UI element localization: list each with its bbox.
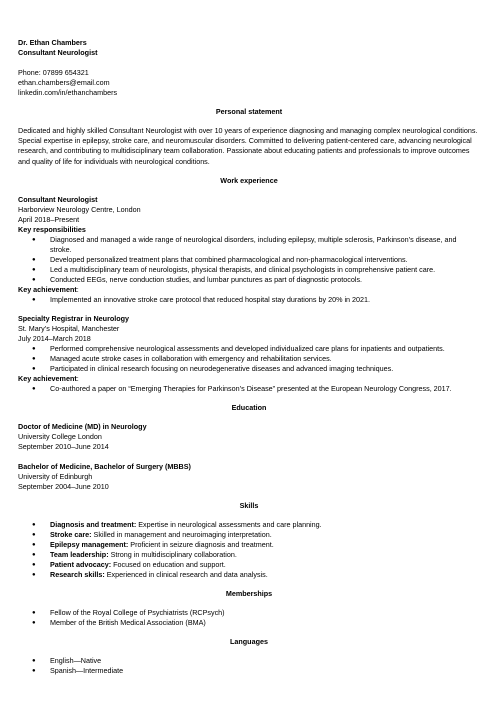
skills-list — [18, 520, 480, 580]
job-employer: St. Mary’s Hospital, Manchester — [18, 323, 120, 333]
list-item: ● Co-authored a paper on “Emerging Therapies for Parkinson’s Disease” presented at the European Neurology Congress, 2017. — [18, 384, 480, 394]
job-dates: April 2018–Present — [18, 214, 80, 224]
linkedin: linkedin.com/in/ethanchambers — [18, 88, 118, 97]
email: ethan.chambers@email.com — [18, 78, 110, 87]
list-item: ● Led a multidisciplinary team of neurologists, physical therapists, and clinical psychologists in comprehensive patient care. — [18, 265, 480, 275]
list-item: ● Spanish—Intermediate — [18, 666, 480, 676]
candidate-title: Consultant Neurologist — [18, 48, 98, 57]
list-item: ● Diagnosed and managed a wide range of neurological disorders, including epilepsy, multiple sclerosis, Parkinson’s disease, and stroke. — [18, 235, 480, 255]
achievement-label: Key achievement: — [18, 373, 79, 383]
job-2 — [18, 314, 480, 394]
education-dates: September 2010–June 2014 — [18, 441, 109, 451]
job-role: Specialty Registrar in Neurology — [18, 313, 130, 323]
school: University College London — [18, 431, 102, 441]
list-item: ● Participated in clinical research focusing on neurodegenerative diseases and advanced imaging techniques. — [18, 364, 480, 374]
skills-heading: Skills — [239, 500, 259, 510]
statement-heading: Personal statement — [215, 107, 283, 116]
job-role: Consultant Neurologist — [18, 194, 98, 204]
list-item: ● Member of the British Medical Association (BMA) — [18, 618, 480, 628]
memberships-list — [18, 608, 480, 628]
education-item — [18, 462, 480, 492]
degree: Bachelor of Medicine, Bachelor of Surgery (MBBS) — [18, 461, 191, 471]
phone: Phone: 07899 654321 — [18, 68, 89, 77]
list-item: ● Conducted EEGs, nerve conduction studies, and lumbar punctures as part of diagnostic protocols. — [18, 275, 480, 285]
languages-heading: Languages — [230, 636, 268, 646]
achievements-list — [18, 295, 480, 305]
list-item: ● Stroke care: Skilled in management and neuroimaging interpretation. — [18, 530, 480, 540]
languages-list — [18, 656, 480, 676]
statement-text: Dedicated and highly skilled Consultant Neurologist with over 10 years of experience diagnosing and managing complex neurological conditions. Special expertise in epilepsy, stroke care, and neuromuscular disorders. Committed to delivering patient-centered care, advancing neurological research, and contributing to multidisciplinary team collaboration. Passionate about educating patients and professionals to improve outcomes and quality of life for individuals with neurological conditions. — [18, 126, 478, 166]
responsibilities-list — [18, 235, 480, 285]
list-item: ● English—Native — [18, 656, 480, 666]
list-item: ● Implemented an innovative stroke care protocol that reduced hospital stay durations by 20% in 2021. — [18, 295, 480, 305]
degree: Doctor of Medicine (MD) in Neurology — [18, 421, 147, 431]
list-item: ● Diagnosis and treatment: Expertise in neurological assessments and care planning. — [18, 520, 480, 530]
contact-block — [18, 38, 480, 98]
responsibilities-label: Key responsibilities — [18, 224, 86, 234]
candidate-name: Dr. Ethan Chambers — [18, 38, 87, 47]
achievement-label: Key achievement: — [18, 284, 79, 294]
responsibilities-list — [18, 344, 480, 374]
job-employer: Harborview Neurology Centre, London — [18, 204, 141, 214]
achievements-list — [18, 384, 480, 394]
list-item: ● Performed comprehensive neurological assessments and developed individualized care plans for inpatients and outpatients. — [18, 344, 480, 354]
list-item: ● Patient advocacy: Focused on education and support. — [18, 560, 480, 570]
job-1 — [18, 195, 480, 305]
list-item: ● Epilepsy management: Proficient in seizure diagnosis and treatment. — [18, 540, 480, 550]
list-item: ● Fellow of the Royal College of Psychiatrists (RCPsych) — [18, 608, 480, 618]
list-item: ● Developed personalized treatment plans that combined pharmacological and non-pharmacological interventions. — [18, 255, 480, 265]
list-item: ● Managed acute stroke cases in collaboration with emergency and rehabilitation services. — [18, 354, 480, 364]
job-dates: July 2014–March 2018 — [18, 333, 91, 343]
list-item: ● Research skills: Experienced in clinical research and data analysis. — [18, 570, 480, 580]
school: University of Edinburgh — [18, 471, 93, 481]
work-heading: Work experience — [220, 175, 278, 185]
education-item — [18, 422, 480, 452]
memberships-heading: Memberships — [225, 588, 273, 598]
education-dates: September 2004–June 2010 — [18, 481, 109, 491]
education-heading: Education — [231, 402, 267, 412]
list-item: ● Team leadership: Strong in multidisciplinary collaboration. — [18, 550, 480, 560]
